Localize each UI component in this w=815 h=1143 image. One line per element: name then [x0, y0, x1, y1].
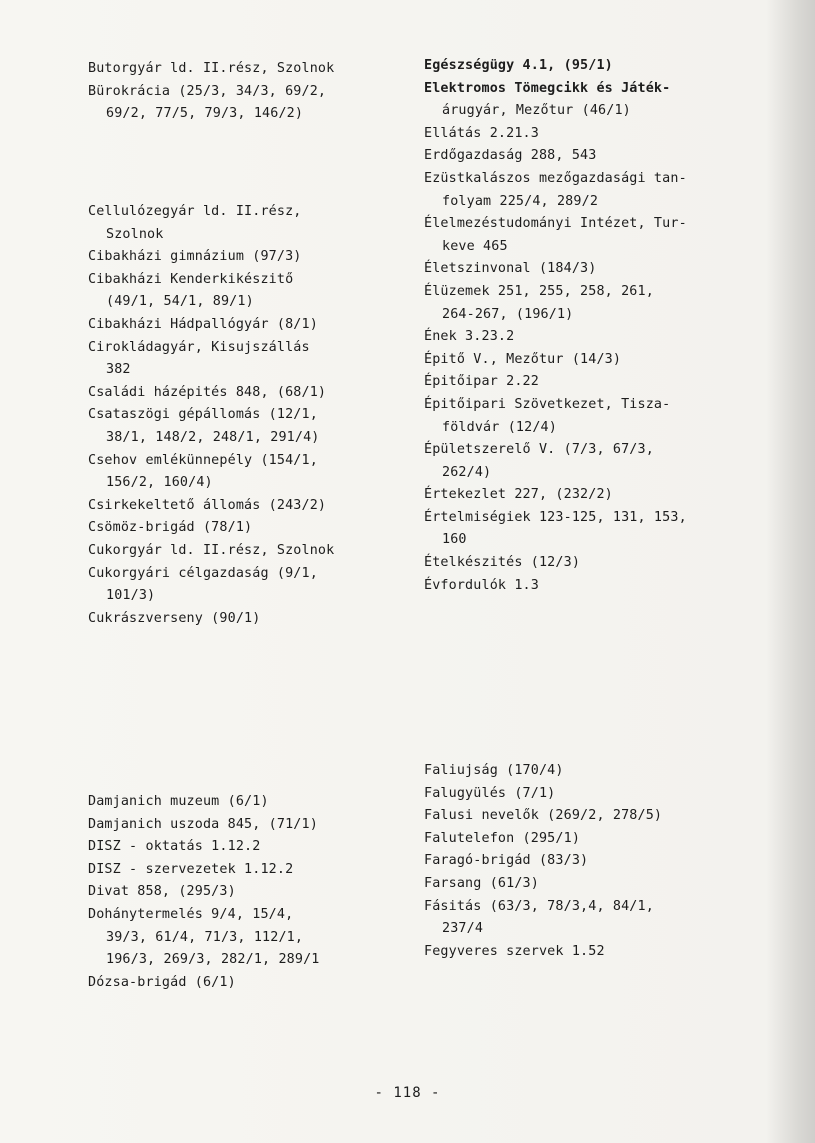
index-entry [88, 608, 418, 631]
index-entry [88, 791, 418, 814]
entry-text: Dózsa-brigád (6/1) [88, 974, 236, 990]
entry-text: DISZ - szervezetek 1.12.2 [88, 861, 294, 877]
entry-continuation: 69/2, 77/5, 79/3, 146/2) [106, 106, 304, 122]
index-entry [88, 859, 418, 882]
index-entry [88, 814, 418, 837]
index-entry [424, 805, 784, 828]
entry-text: Csataszögi gépállomás (12/1, [88, 407, 318, 423]
index-entry [424, 371, 784, 394]
page-number: - 118 - [374, 1085, 441, 1101]
index-entry [424, 168, 784, 213]
index-entry [424, 484, 784, 507]
entry-continuation: 160 [442, 532, 467, 548]
index-entry [424, 941, 784, 964]
index-entry [424, 783, 784, 806]
index-entry [88, 246, 418, 269]
section-d [88, 791, 418, 994]
entry-continuation: földvár (12/4) [442, 419, 557, 435]
entry-text: Épitő V., Mezőtur (14/3) [424, 351, 622, 367]
entry-text: Divat 858, (295/3) [88, 884, 236, 900]
index-entry [88, 836, 418, 859]
entry-text: Dohánytermelés 9/4, 15/4, [88, 906, 294, 922]
entry-text: Farsang (61/3) [424, 875, 539, 891]
entry-continuation: keve 465 [442, 238, 508, 254]
entry-text: Értekezlet 227, (232/2) [424, 487, 613, 503]
entry-text: Cellulózegyár ld. II.rész, [88, 204, 302, 219]
section-b [88, 58, 418, 126]
entry-text: Értelmiségiek 123-125, 131, 153, [424, 509, 687, 525]
index-entry [88, 58, 418, 81]
index-entry [424, 873, 784, 896]
entry-continuation: 156/2, 160/4) [106, 475, 213, 491]
index-entry [424, 55, 784, 78]
index-entry [424, 258, 784, 281]
entry-text: Cirokládagyár, Kisujszállás [88, 339, 310, 355]
index-entry [88, 269, 418, 314]
entry-text: Cukorgyár ld. II.rész, Szolnok [88, 542, 335, 558]
index-entry [88, 404, 418, 449]
entry-text: Bürokrácia (25/3, 34/3, 69/2, [88, 83, 327, 99]
entry-text: Faliujság (170/4) [424, 763, 564, 778]
index-entry [424, 896, 784, 941]
index-entry [424, 828, 784, 851]
entry-continuation: folyam 225/4, 289/2 [442, 193, 599, 209]
entry-continuation: 39/3, 61/4, 71/3, 112/1, 196/3, 269/3, 282/1, 289/1 [106, 929, 320, 968]
index-entry [88, 314, 418, 337]
entry-text: Cukrászverseny (90/1) [88, 610, 261, 626]
entry-continuation: (49/1, 54/1, 89/1) [106, 294, 254, 310]
entry-text: Falutelefon (295/1) [424, 830, 581, 846]
index-entry [88, 382, 418, 405]
left-column [88, 0, 418, 1143]
index-entry [88, 81, 418, 126]
entry-text: Cibakházi gimnázium (97/3) [88, 249, 302, 265]
entry-text: Élelmezéstudományi Intézet, Tur- [424, 216, 687, 232]
entry-continuation: 237/4 [442, 921, 484, 937]
entry-text: Ének 3.23.2 [424, 329, 515, 345]
index-entry [424, 78, 784, 123]
entry-text: Életszinvonal (184/3) [424, 261, 597, 277]
index-entry [88, 517, 418, 540]
right-column [424, 0, 784, 1143]
index-entry [424, 326, 784, 349]
index-entry [88, 972, 418, 995]
entry-text: Ellátás 2.21.3 [424, 125, 539, 141]
index-entry [88, 450, 418, 495]
entry-text: Falusi nevelők (269/2, 278/5) [424, 808, 663, 824]
section-c [88, 201, 418, 630]
entry-text: Évfordulók 1.3 [424, 577, 539, 593]
entry-text: Csehov emlékünnepély (154/1, [88, 452, 318, 468]
entry-text: Cibakházi Kenderkikészitő [88, 271, 294, 287]
entry-continuation: árugyár, Mezőtur (46/1) [442, 103, 631, 119]
index-entry [424, 281, 784, 326]
index-entry [424, 850, 784, 873]
index-entry [88, 563, 418, 608]
entry-text: Csirkekeltető állomás (243/2) [88, 497, 327, 513]
index-entry [424, 552, 784, 575]
index-entry [424, 507, 784, 552]
entry-text: Cibakházi Hádpallógyár (8/1) [88, 316, 318, 332]
index-entry [88, 540, 418, 563]
entry-continuation: 382 [106, 362, 131, 378]
entry-text: Damjanich muzeum (6/1) [88, 794, 269, 809]
index-entry [88, 201, 418, 246]
index-entry [424, 213, 784, 258]
index-entry [88, 881, 418, 904]
index-entry [424, 760, 784, 783]
index-entry [424, 145, 784, 168]
index-entry [424, 394, 784, 439]
entry-text: Ezüstkalászos mezőgazdasági tan- [424, 170, 687, 186]
entry-text: Épületszerelő V. (7/3, 67/3, [424, 442, 654, 458]
entry-text: Fásitás (63/3, 78/3,4, 84/1, [424, 898, 654, 914]
entry-text: Családi házépités 848, (68/1) [88, 384, 327, 400]
entry-continuation: Szolnok [106, 226, 164, 242]
entry-text: Épitőipar 2.22 [424, 374, 539, 390]
entry-text: Faragó-brigád (83/3) [424, 853, 589, 869]
entry-text: Fegyveres szervek 1.52 [424, 943, 605, 959]
entry-text: Butorgyár ld. II.rész, Szolnok [88, 61, 335, 76]
index-entry [424, 123, 784, 146]
index-entry [424, 349, 784, 372]
entry-text: Damjanich uszoda 845, (71/1) [88, 816, 318, 832]
entry-text: Ételkészités (12/3) [424, 555, 581, 571]
entry-continuation: 264-267, (196/1) [442, 306, 574, 322]
index-entry [424, 439, 784, 484]
entry-continuation: 262/4) [442, 464, 492, 480]
entry-text: Falugyülés (7/1) [424, 785, 556, 801]
entry-text: Élüzemek 251, 255, 258, 261, [424, 283, 654, 299]
entry-text: DISZ - oktatás 1.12.2 [88, 839, 261, 855]
entry-text: Erdőgazdaság 288, 543 [424, 148, 597, 164]
entry-text: Épitőipari Szövetkezet, Tisza- [424, 396, 671, 412]
section-e [424, 55, 784, 597]
index-entry [88, 495, 418, 518]
index-entry [424, 575, 784, 598]
index-entry [88, 904, 418, 972]
entry-text: Elektromos Tömegcikk és Játék- [424, 80, 671, 96]
entry-continuation: 38/1, 148/2, 248/1, 291/4) [106, 429, 320, 445]
index-entry [88, 337, 418, 382]
entry-text: Cukorgyári célgazdaság (9/1, [88, 565, 318, 581]
entry-text: Egészségügy 4.1, (95/1) [424, 58, 613, 73]
entry-text: Csömöz-brigád (78/1) [88, 520, 253, 536]
entry-continuation: 101/3) [106, 588, 156, 604]
section-f [424, 760, 784, 963]
